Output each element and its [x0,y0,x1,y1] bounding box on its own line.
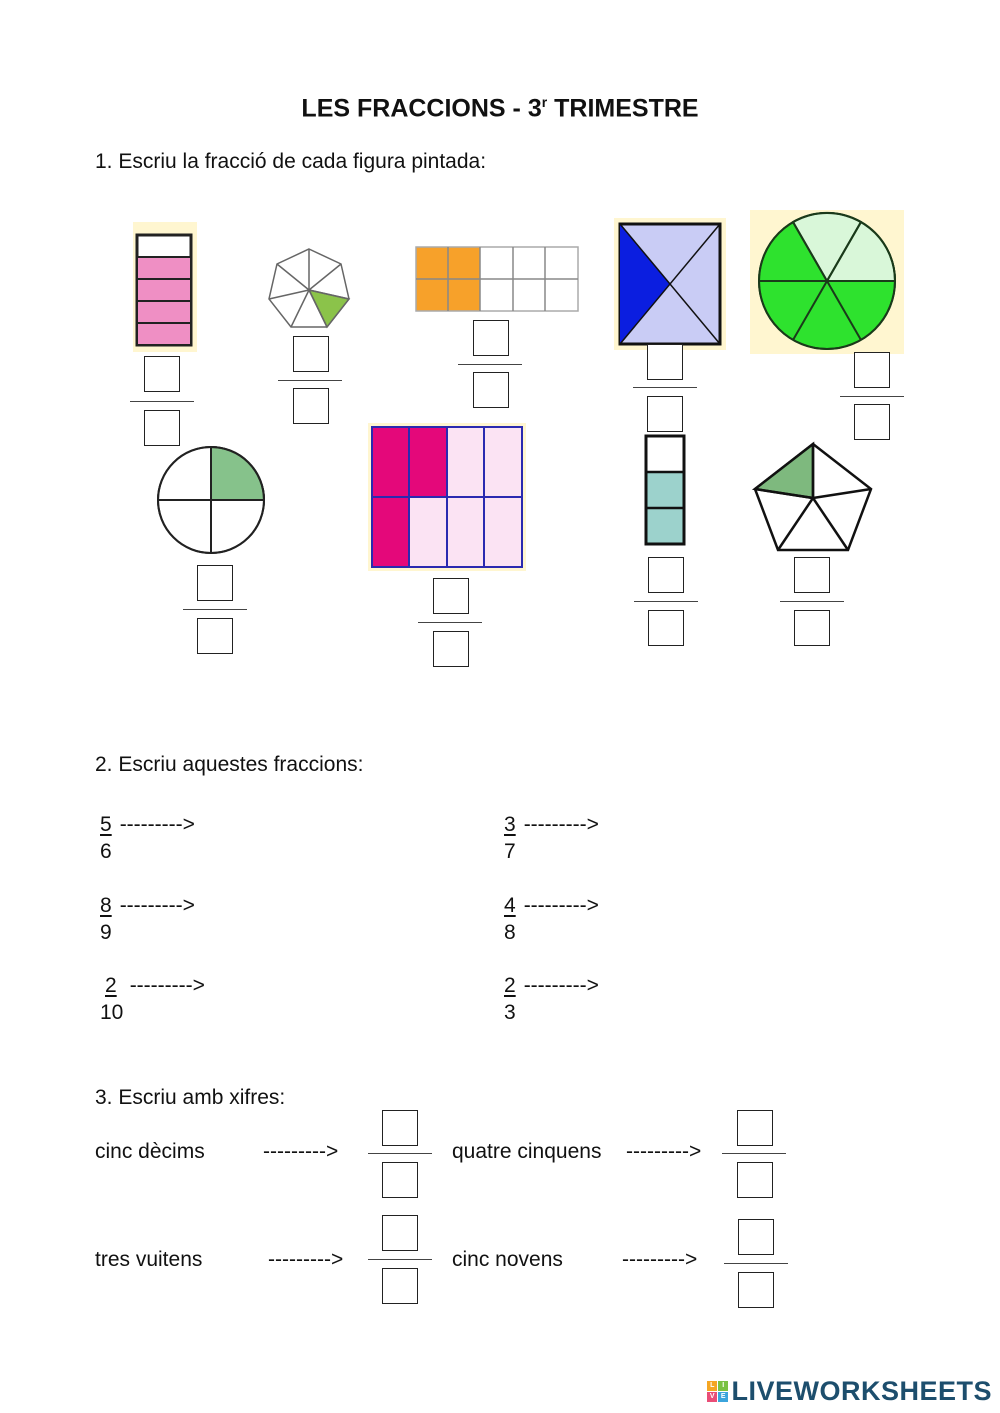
answer-denominator-box[interactable] [794,610,830,646]
arrow: ---------> [268,1248,344,1271]
fraction-bar [278,380,342,381]
fraction-4-8 [504,892,599,946]
figure-circle-sixths [750,210,904,354]
denominator: 7 [504,840,516,863]
arrow: ---------> [119,813,195,836]
words-cinc-decims: cinc dècims [95,1140,205,1163]
answer-denominator-box[interactable] [473,372,509,408]
fraction-2-10 [100,972,205,1026]
fraction-bar [368,1259,432,1260]
denominator: 10 [100,1001,124,1024]
answer-numerator-box[interactable] [382,1215,418,1251]
arrow: ---------> [622,1248,698,1271]
figure-orange-grid [414,245,580,313]
answer-numerator-box[interactable] [382,1110,418,1146]
denominator: 3 [504,1001,516,1024]
numerator: 8 [100,894,112,917]
fraction-2-3 [504,972,599,1026]
arrow: ---------> [523,894,599,917]
fraction-bar [183,609,247,610]
figure-circle-quarters [155,444,267,556]
answer-denominator-box[interactable] [737,1162,773,1198]
answer-denominator-box[interactable] [433,631,469,667]
answer-numerator-box[interactable] [794,557,830,593]
numerator: 5 [100,813,112,836]
fraction-bar [633,387,697,388]
figure-teal-column [644,434,688,546]
fraction-bar [418,622,482,623]
page-title: LES FRACCIONS - 3$^r$ TRIMESTRE [301,94,699,123]
answer-numerator-box[interactable] [648,557,684,593]
fraction-bar [130,401,194,402]
fraction-bar [458,364,522,365]
answer-numerator-box[interactable] [473,320,509,356]
answer-numerator-box[interactable] [144,356,180,392]
arrow: ---------> [263,1140,339,1163]
words-tres-vuitens: tres vuitens [95,1248,203,1271]
logo-mark-icon: L I V E [707,1381,728,1402]
section3-heading: 3. Escriu amb xifres: [95,1086,286,1109]
numerator: 3 [504,813,516,836]
liveworksheets-logo [707,1376,992,1407]
figure-pink-bar [133,222,197,352]
fraction-bar [722,1153,786,1154]
fraction-8-9 [100,892,195,946]
numerator: 2 [105,974,117,997]
fraction-bar [840,396,904,397]
section2-heading: 2. Escriu aquestes fraccions: [95,753,364,776]
figure-magenta-grid [368,423,526,571]
answer-numerator-box[interactable] [647,344,683,380]
denominator: 8 [504,921,516,944]
answer-denominator-box[interactable] [648,610,684,646]
answer-numerator-box[interactable] [738,1219,774,1255]
arrow: ---------> [119,894,195,917]
fraction-bar [780,601,844,602]
answer-denominator-box[interactable] [854,404,890,440]
logo-text: LIVEWORKSHEETS [731,1376,992,1406]
arrow: ---------> [523,813,599,836]
answer-denominator-box[interactable] [647,396,683,432]
denominator: 6 [100,840,112,863]
fraction-5-6 [100,811,195,865]
denominator: 9 [100,921,112,944]
answer-denominator-box[interactable] [293,388,329,424]
fraction-bar [368,1153,432,1154]
section1-heading: 1. Escriu la fracció de cada figura pintada: [95,150,487,173]
figure-pentagon [752,438,874,554]
answer-numerator-box[interactable] [197,565,233,601]
figure-square-x [614,218,726,350]
answer-denominator-box[interactable] [144,410,180,446]
arrow: ---------> [129,974,205,997]
words-cinc-novens: cinc novens [452,1248,563,1271]
answer-denominator-box[interactable] [197,618,233,654]
answer-numerator-box[interactable] [293,336,329,372]
answer-denominator-box[interactable] [382,1162,418,1198]
answer-numerator-box[interactable] [854,352,890,388]
numerator: 2 [504,974,516,997]
figure-heptagon [263,246,355,332]
numerator: 4 [504,894,516,917]
answer-numerator-box[interactable] [737,1110,773,1146]
fraction-bar [634,601,698,602]
words-quatre-cinquens: quatre cinquens [452,1140,602,1163]
fraction-bar [724,1263,788,1264]
answer-denominator-box[interactable] [382,1268,418,1304]
arrow: ---------> [523,974,599,997]
arrow: ---------> [626,1140,702,1163]
answer-numerator-box[interactable] [433,578,469,614]
answer-denominator-box[interactable] [738,1272,774,1308]
fraction-3-7 [504,811,599,865]
